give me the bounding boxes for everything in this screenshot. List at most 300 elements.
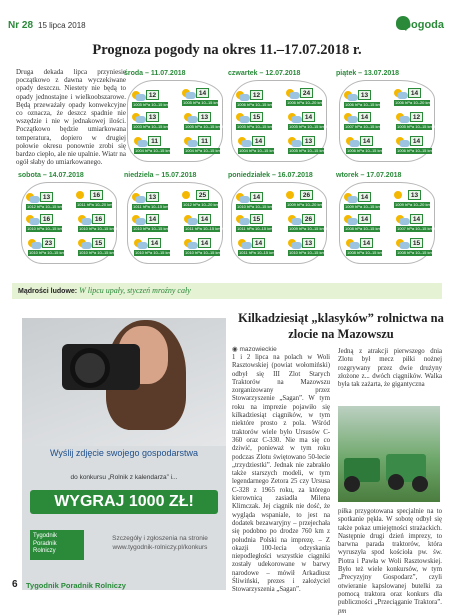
wind-value: 10–15 km/h xyxy=(203,250,225,255)
temperature-value: 14 xyxy=(360,238,373,248)
wind-value: 10–15 km/h xyxy=(307,124,329,129)
pressure-value: 1009 hPa xyxy=(345,204,363,209)
forecast-cell xyxy=(78,237,119,258)
temperature-value: 14 xyxy=(198,214,211,224)
partly-cloudy-icon xyxy=(28,239,41,249)
article-col2b xyxy=(338,508,442,616)
wind-value: 10–15 km/h xyxy=(151,226,173,231)
forecast-cell xyxy=(134,237,175,258)
pressure-value: 1004 hPa xyxy=(135,148,153,153)
wind-value: 10–15 km/h xyxy=(45,226,67,231)
partly-cloudy-icon xyxy=(344,215,357,225)
forecast-cell xyxy=(184,135,225,156)
wind-value: 10–15 km/h xyxy=(151,102,173,107)
temperature-value: 16 xyxy=(92,214,105,224)
forecast-cell xyxy=(344,89,385,110)
wind-value: 10–15 km/h xyxy=(363,226,385,231)
wind-value: 10–15 km/h xyxy=(255,204,277,209)
pressure-wind-bar xyxy=(396,124,437,130)
pressure-wind-bar xyxy=(344,204,385,210)
forecast-cell xyxy=(236,213,276,234)
pressure-wind-bar xyxy=(26,226,67,232)
forecast-cell xyxy=(238,135,279,156)
pressure-wind-bar xyxy=(184,250,225,256)
wind-value: 10–15 km/h xyxy=(363,124,385,129)
rain-icon xyxy=(288,113,301,123)
pressure-wind-bar xyxy=(78,250,119,256)
article-region-label: mazowieckie xyxy=(239,346,277,353)
wind-value: 10–15 km/h xyxy=(365,148,387,153)
forecast-cell xyxy=(184,237,225,258)
footer-brand: Tygodnik Poradnik Rolniczy xyxy=(26,581,126,590)
temperature-value: 12 xyxy=(410,112,423,122)
pressure-value: 1006 hPa xyxy=(395,100,413,105)
pressure-value: 1012 hPa xyxy=(27,204,45,209)
partly-cloudy-icon xyxy=(184,215,197,225)
poland-map xyxy=(21,182,117,264)
partly-cloudy-icon xyxy=(236,113,249,123)
pressure-value: 1011 hPa xyxy=(185,226,202,231)
issue-date: 15 lipca 2018 xyxy=(38,21,86,30)
forecast-cell xyxy=(396,237,437,258)
pressure-value: 1009 hPa xyxy=(395,202,413,207)
pressure-value: 1010 hPa xyxy=(29,250,47,255)
rain-icon xyxy=(238,239,251,249)
temperature-value: 12 xyxy=(250,90,263,100)
pressure-wind-bar xyxy=(76,202,116,208)
wind-value: 10–15 km/h xyxy=(415,250,437,255)
wind-value: 10–20 km/h xyxy=(305,202,327,207)
wind-value: 10–15 km/h xyxy=(45,204,67,209)
forecast-cell xyxy=(182,87,223,108)
temperature-value: 14 xyxy=(198,238,211,248)
temperature-value: 15 xyxy=(92,238,105,248)
pressure-wind-bar xyxy=(288,250,329,256)
forecast-cell xyxy=(26,191,67,212)
forecast-cell xyxy=(288,237,329,258)
partly-cloudy-icon xyxy=(288,239,301,249)
pressure-value: 1004 hPa xyxy=(239,148,257,153)
wind-value: 10–15 km/h xyxy=(307,226,329,231)
pressure-value: 1007 hPa xyxy=(345,124,363,129)
partly-cloudy-icon xyxy=(394,89,407,99)
temperature-value: 13 xyxy=(198,112,211,122)
forecast-cell xyxy=(132,89,173,110)
partly-cloudy-icon xyxy=(238,137,251,147)
forecast-cell xyxy=(76,189,116,210)
temperature-value: 11 xyxy=(198,136,211,146)
wind-value: 10–15 km/h xyxy=(150,204,172,209)
rain-icon xyxy=(184,137,197,147)
wind-value: 10–15 km/h xyxy=(254,226,276,231)
forecast-cell xyxy=(344,111,385,132)
temperature-value: 14 xyxy=(252,136,265,146)
partly-cloudy-icon xyxy=(184,239,197,249)
partly-cloudy-icon xyxy=(344,113,357,123)
wind-value: 10–15 km/h xyxy=(203,124,225,129)
temperature-value: 14 xyxy=(358,112,371,122)
sun-icon xyxy=(394,191,407,201)
pressure-wind-bar xyxy=(286,100,327,106)
pressure-wind-bar xyxy=(28,250,69,256)
pressure-value: 1004 hPa xyxy=(185,148,203,153)
pressure-value: 1005 hPa xyxy=(237,124,255,129)
pressure-wind-bar xyxy=(78,226,119,232)
partly-cloudy-icon xyxy=(78,215,91,225)
wind-value: 10–15 km/h xyxy=(415,148,437,153)
pressure-wind-bar xyxy=(394,202,435,208)
partly-cloudy-icon xyxy=(236,91,249,101)
page-number: 6 xyxy=(12,579,18,590)
sun-icon xyxy=(182,191,195,201)
partly-cloudy-icon xyxy=(288,137,301,147)
wind-value: 10–15 km/h xyxy=(415,124,437,129)
forecast-title: Prognoza pogody na okres 11.–17.07.2018 r. xyxy=(92,42,362,58)
wind-value: 10–20 km/h xyxy=(413,202,435,207)
pressure-wind-bar xyxy=(288,226,329,232)
pressure-value: 1010 hPa xyxy=(237,204,255,209)
forecast-cell xyxy=(394,189,435,210)
poland-map xyxy=(339,182,435,264)
partly-cloudy-icon xyxy=(396,215,409,225)
wind-value: 10–20 km/h xyxy=(201,202,223,207)
forecast-day xyxy=(124,70,228,166)
location-icon: ◉ xyxy=(232,346,238,353)
temperature-value: 14 xyxy=(196,88,209,98)
forecast-cell xyxy=(26,213,67,234)
partly-cloudy-icon xyxy=(288,215,301,225)
wind-value: 10–15 km/h xyxy=(203,148,225,153)
forecast-day-label: piątek – 13.07.2018 xyxy=(336,70,400,77)
pressure-value: 1009 hPa xyxy=(289,226,307,231)
forecast-day-label: wtorek – 17.07.2018 xyxy=(336,172,402,179)
temperature-value: 14 xyxy=(252,238,265,248)
pressure-value: 1005 hPa xyxy=(185,124,203,129)
pressure-wind-bar xyxy=(132,124,173,130)
ad-line2: do konkursu „Rolnik z kalendarza” i... xyxy=(70,474,178,481)
ad-win-banner: WYGRAJ 1000 ZŁ! xyxy=(30,490,218,514)
temperature-value: 15 xyxy=(410,238,423,248)
pressure-wind-bar xyxy=(344,226,385,232)
article-col2b-text: piłka przygotowana specjalnie na to spotkanie pękła. W sobotę odbył się także pokaz umiejętności strażackich. Następnie drugi dzień imprezy, to barwna parada traktorów, która wyruszyła spod kościoła pw. św. Piotra i Pawła w Woli Rasztowskiej. Było też wiele konkursów, w tym „Precyzyjny Gospodarz”, czyli otwieranie kapslowanej butelki za pomocą traktora oraz konkurs dla publiczności „Przeciąganie Traktora”. xyxy=(338,508,442,607)
wheel-shape xyxy=(412,476,428,492)
pressure-wind-bar xyxy=(184,148,225,154)
poland-map xyxy=(231,80,327,162)
forecast-cell xyxy=(396,213,437,234)
partly-cloudy-icon xyxy=(132,215,145,225)
wind-value: 10–15 km/h xyxy=(307,250,329,255)
pressure-value: 1007 hPa xyxy=(397,226,415,231)
temperature-value: 13 xyxy=(40,192,53,202)
pressure-wind-bar xyxy=(286,202,327,208)
article-col1: 1 i 2 lipca na polach w Woli Rasztowskiej (powiat wołomiński) odbył się III Zlot Starych Traktorów na Mazowszu zorganizowany przez Stowarzyszenie „Sagan”. W tym roku na imprezie pojawiło się kilkadziesiąt ciągników, w tym niektóre prosto z pola. Wśród traktorów wiele było Ursusów C-360 oraz C-330. Nie ma się co dziwić, ponieważ w tym roku podczas Zlotu świętowano 50-lecie „trzydziestki”. Jednak nie zabrakło także starszych modeli, w tym legendarnego Zetora 25 czy Ursusa C-328 z 1965 roku, za którego kierownicą zasiadła Milena Klimczak. Jej ciągnik nie dość, że wygląda wspaniale, to jest na dodatek bezawaryjny – przejechała się podobno po drodze 760 km z południa Polski na imprezę. – Z okazji 100-lecia odzyskania niepodległości wszystkie ciągniki zostały udekorowane w barwy narodowe – mówił Arkadiusz Śliwiński, prezes i założyciel Stowarzyszenia „Sagan”. xyxy=(232,354,330,594)
pressure-wind-bar xyxy=(396,250,437,256)
temperature-value: 13 xyxy=(408,190,421,200)
temperature-value: 13 xyxy=(146,192,159,202)
forecast-cell xyxy=(184,111,225,132)
forecast-cell xyxy=(236,191,277,212)
pressure-wind-bar xyxy=(238,250,278,256)
forecast-cell xyxy=(396,111,437,132)
partly-cloudy-icon xyxy=(236,215,249,225)
partly-cloudy-icon xyxy=(26,215,39,225)
pressure-wind-bar xyxy=(236,226,276,232)
wind-value: 10–15 km/h xyxy=(257,148,279,153)
contest-ad[interactable] xyxy=(22,318,226,590)
pressure-wind-bar xyxy=(288,124,329,130)
folk-wisdom-label: Mądrości ludowe: xyxy=(18,288,78,295)
pressure-value: 1010 hPa xyxy=(79,226,97,231)
sun-icon xyxy=(286,191,299,201)
ad-photo xyxy=(22,318,226,446)
pressure-value: 1006 hPa xyxy=(345,102,363,107)
temperature-value: 26 xyxy=(300,190,313,200)
pressure-wind-bar xyxy=(346,148,387,154)
temperature-value: 25 xyxy=(196,190,209,200)
pressure-wind-bar xyxy=(134,250,175,256)
pressure-wind-bar xyxy=(346,250,387,256)
pressure-value: 1009 hPa xyxy=(287,202,305,207)
partly-cloudy-icon xyxy=(132,193,145,203)
pressure-value: 1011 hPa xyxy=(77,202,94,207)
partly-cloudy-icon xyxy=(184,113,197,123)
pressure-wind-bar xyxy=(394,100,435,106)
pressure-wind-bar xyxy=(132,102,173,108)
wind-value: 10–15 km/h xyxy=(363,102,385,107)
rain-icon xyxy=(182,89,195,99)
forecast-day xyxy=(228,70,332,166)
pressure-wind-bar xyxy=(238,148,279,154)
forecast-cell xyxy=(344,213,385,234)
forecast-cell xyxy=(236,89,277,110)
pressure-value: 1006 hPa xyxy=(347,148,365,153)
forecast-cell xyxy=(286,87,327,108)
wind-value: 10–15 km/h xyxy=(363,204,385,209)
article-region xyxy=(232,345,277,353)
wind-value: 10–15 km/h xyxy=(201,100,223,105)
forecast-cell xyxy=(182,189,223,210)
poland-map xyxy=(127,80,223,162)
article-col2a: Jedną z atrakcji pierwszego dnia Zlotu był mecz piłki nożnej rozgrywany przez dwie drużyny złożone z... dwóch ciągników. Walka była tak zażarta, że gigantyczna xyxy=(338,348,442,389)
pressure-wind-bar xyxy=(396,148,437,154)
forecast-cell xyxy=(132,191,172,212)
pressure-wind-bar xyxy=(134,148,175,154)
pressure-wind-bar xyxy=(236,204,277,210)
partly-cloudy-icon xyxy=(396,239,409,249)
forecast-cell xyxy=(394,87,435,108)
temperature-value: 24 xyxy=(300,88,313,98)
forecast-cell xyxy=(346,237,387,258)
temperature-value: 13 xyxy=(302,238,315,248)
pressure-value: 1005 hPa xyxy=(397,124,415,129)
temperature-value: 14 xyxy=(302,112,315,122)
forecast-cell xyxy=(132,213,173,234)
ad-logo: Tygodnik Poradnik Rolniczy xyxy=(30,530,84,560)
wheel-shape xyxy=(344,476,360,492)
sun-icon xyxy=(76,191,89,201)
pressure-value: 1011 hPa xyxy=(133,204,150,209)
pressure-wind-bar xyxy=(184,226,224,232)
ad-info-link[interactable]: Szczegóły i zgłoszenia na stronie www.tygodnik-rolniczy.pl/konkurs xyxy=(112,535,208,551)
temperature-value: 12 xyxy=(146,90,159,100)
pressure-wind-bar xyxy=(26,204,67,210)
pressure-wind-bar xyxy=(344,124,385,130)
partly-cloudy-icon xyxy=(236,193,249,203)
wind-value: 10–20 km/h xyxy=(413,100,435,105)
issue-number: Nr 28 xyxy=(8,20,34,31)
forecast-day-label: niedziela – 15.07.2018 xyxy=(124,172,197,179)
forecast-day xyxy=(228,172,332,268)
partly-cloudy-icon xyxy=(132,91,145,101)
temperature-value: 23 xyxy=(42,238,55,248)
temperature-value: 13 xyxy=(302,136,315,146)
pressure-value: 1003 hPa xyxy=(133,124,151,129)
pressure-wind-bar xyxy=(288,148,329,154)
pressure-value: 1005 hPa xyxy=(289,124,307,129)
wind-value: 10–15 km/h xyxy=(153,250,175,255)
article-signature: pm xyxy=(338,607,347,615)
rain-icon xyxy=(134,137,147,147)
forecast-day xyxy=(336,172,440,268)
forecast-day xyxy=(336,70,440,166)
temperature-value: 14 xyxy=(408,88,421,98)
partly-cloudy-icon xyxy=(132,113,145,123)
wind-value: 10–15 km/h xyxy=(256,250,278,255)
section-name: pogoda xyxy=(404,19,444,31)
forecast-cell xyxy=(346,135,387,156)
wind-value: 10–15 km/h xyxy=(255,124,277,129)
temperature-value: 14 xyxy=(410,136,423,146)
wind-value: 10–15 km/h xyxy=(151,124,173,129)
temperature-value: 16 xyxy=(40,214,53,224)
partly-cloudy-icon xyxy=(134,239,147,249)
temperature-value: 13 xyxy=(146,112,159,122)
poland-map xyxy=(127,182,223,264)
pressure-wind-bar xyxy=(182,202,223,208)
temperature-value: 13 xyxy=(358,90,371,100)
tractor-photo xyxy=(338,406,440,502)
folk-wisdom-text: W lipcu upały, styczeń mroźny cały xyxy=(79,286,191,295)
forecast-intro: Druga dekada lipca przyniesie początkowo z dawna wyczekiwane opady deszczu. Niestety nie będą to opady jednostajne i wielkoobszarowe. Będą przeważały opady konwekcyjne co oznacza, że deszcz spadnie nie wszędzie i nie w jednakowej ilości. Początkowo będzie umiarkowana temperatura, dopiero w drugiej połowie okresu ponownie zrobi się bardzo ciepło, ale nie upalnie. Wiatr na ogół słaby do umiarkowanego. xyxy=(16,68,126,167)
forecast-day-label: czwartek – 12.07.2018 xyxy=(228,70,301,77)
temperature-value: 15 xyxy=(250,112,263,122)
forecast-cell xyxy=(396,135,437,156)
forecast-cell xyxy=(28,237,69,258)
temperature-value: 14 xyxy=(358,214,371,224)
pressure-value: 1010 hPa xyxy=(135,250,153,255)
pressure-value: 1006 hPa xyxy=(287,100,305,105)
pressure-value: 1008 hPa xyxy=(397,250,415,255)
partly-cloudy-icon xyxy=(346,239,359,249)
partly-cloudy-icon xyxy=(396,137,409,147)
pressure-value: 1010 hPa xyxy=(27,226,45,231)
pressure-wind-bar xyxy=(396,226,437,232)
pressure-wind-bar xyxy=(344,102,385,108)
temperature-value: 14 xyxy=(146,214,159,224)
temperature-value: 15 xyxy=(250,214,263,224)
folk-wisdom xyxy=(12,283,442,299)
pressure-wind-bar xyxy=(236,124,277,130)
pressure-value: 1005 hPa xyxy=(289,148,307,153)
article-title: Kilkadziesiąt „klasyków” rolnictwa na zlocie na Mazowszu xyxy=(238,311,444,341)
wind-value: 10–15 km/h xyxy=(47,250,69,255)
partly-cloudy-icon xyxy=(344,91,357,101)
temperature-value: 14 xyxy=(410,214,423,224)
forecast-day-label: sobota – 14.07.2018 xyxy=(18,172,84,179)
forecast-day xyxy=(124,172,228,268)
pressure-value: 1005 hPa xyxy=(183,100,201,105)
pressure-wind-bar xyxy=(236,102,277,108)
wind-value: 10–15 km/h xyxy=(255,102,277,107)
pressure-value: 1010 hPa xyxy=(79,250,97,255)
wind-value: 10–20 km/h xyxy=(94,202,116,207)
temperature-value: 14 xyxy=(148,238,161,248)
page-footer xyxy=(12,579,442,593)
wind-value: 10–15 km/h xyxy=(153,148,175,153)
temperature-value: 14 xyxy=(358,192,371,202)
forecast-cell xyxy=(288,135,329,156)
forecast-day-label: środa – 11.07.2018 xyxy=(124,70,186,77)
forecast-day-label: poniedziałek – 16.07.2018 xyxy=(228,172,313,179)
pressure-wind-bar xyxy=(184,124,225,130)
camera-lens-icon xyxy=(70,348,110,388)
wind-value: 10–15 km/h xyxy=(365,250,387,255)
pressure-wind-bar xyxy=(132,226,173,232)
pressure-value: 1006 hPa xyxy=(237,102,255,107)
forecast-cell xyxy=(344,191,385,212)
pressure-value: 1008 hPa xyxy=(347,250,365,255)
pressure-wind-bar xyxy=(182,100,223,106)
wind-value: 10–15 km/h xyxy=(97,250,119,255)
pressure-value: 1012 hPa xyxy=(183,202,201,207)
forecast-cell xyxy=(78,213,119,234)
wind-value: 10–15 km/h xyxy=(202,226,224,231)
pressure-value: 1005 hPa xyxy=(133,102,151,107)
forecast-cell xyxy=(286,189,327,210)
poland-map xyxy=(339,80,435,162)
pressure-value: 1008 hPa xyxy=(345,226,363,231)
wind-value: 10–20 km/h xyxy=(305,100,327,105)
pressure-value: 1011 hPa xyxy=(237,226,254,231)
partly-cloudy-icon xyxy=(26,193,39,203)
wind-value: 10–15 km/h xyxy=(307,148,329,153)
forecast-cell xyxy=(184,213,224,234)
forecast-cell xyxy=(236,111,277,132)
forecast-cell xyxy=(132,111,173,132)
partly-cloudy-icon xyxy=(286,89,299,99)
pressure-value: 1006 hPa xyxy=(397,148,415,153)
wheel-shape xyxy=(388,474,404,490)
temperature-value: 26 xyxy=(302,214,315,224)
partly-cloudy-icon xyxy=(346,137,359,147)
forecast-cell xyxy=(288,213,329,234)
forecast-day xyxy=(18,172,122,268)
poland-map xyxy=(231,182,327,264)
temperature-value: 14 xyxy=(360,136,373,146)
partly-cloudy-icon xyxy=(78,239,91,249)
partly-cloudy-icon xyxy=(344,193,357,203)
pressure-value: 1010 hPa xyxy=(289,250,307,255)
page-header xyxy=(8,14,446,38)
wind-value: 10–15 km/h xyxy=(97,226,119,231)
forecast-cell xyxy=(134,135,175,156)
forecast-cell xyxy=(288,111,329,132)
forecast-cell xyxy=(238,237,278,258)
temperature-value: 11 xyxy=(148,136,161,146)
pressure-value: 1010 hPa xyxy=(185,250,203,255)
ad-line1: Wyślij zdjęcie swojego gospodarstwa xyxy=(50,448,198,458)
pressure-wind-bar xyxy=(132,204,172,210)
